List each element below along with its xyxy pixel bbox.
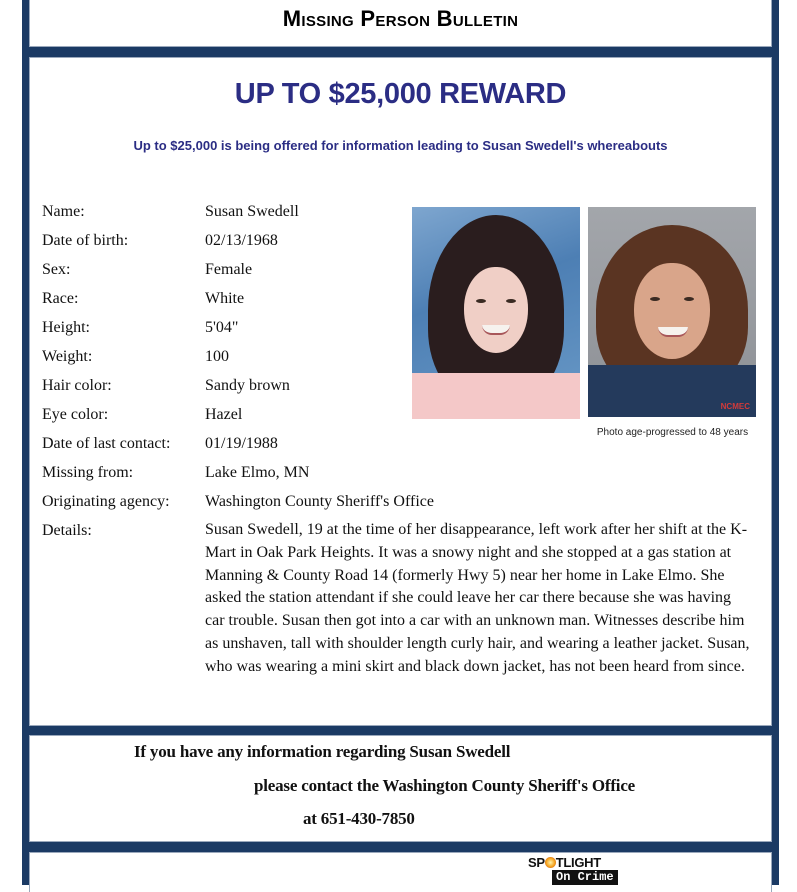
fact-value: Washington County Sheriff's Office xyxy=(205,493,434,510)
logo-tlight: TLIGHT xyxy=(555,855,601,870)
fact-value: Sandy brown xyxy=(205,377,290,394)
fact-value: Female xyxy=(205,261,253,278)
logo-sp: SP xyxy=(528,855,545,870)
contact-phone: at 651-430-7850 xyxy=(303,809,415,828)
reward-title: UP TO $25,000 REWARD xyxy=(234,78,567,110)
header-panel xyxy=(29,0,772,47)
fact-value: Lake Elmo, MN xyxy=(205,464,310,481)
fact-value: Hazel xyxy=(205,406,243,423)
photo-face xyxy=(464,267,528,353)
fact-label: Date of last contact: xyxy=(42,435,171,452)
fact-label: Race: xyxy=(42,290,79,307)
age-progressed-photo xyxy=(588,207,756,417)
contact-panel xyxy=(29,735,772,842)
logo-on-crime: On Crime xyxy=(552,870,618,885)
photo-stamp: NCMEC xyxy=(720,402,750,411)
bulletin-title: Missing Person Bulletin xyxy=(282,6,519,31)
missing-person-photo xyxy=(412,207,580,419)
photo-eye xyxy=(684,297,694,301)
fact-label: Weight: xyxy=(42,348,93,365)
main-panel xyxy=(29,57,772,726)
fact-label: Eye color: xyxy=(42,406,109,423)
fact-label: Name: xyxy=(42,203,85,220)
details-label: Details: xyxy=(42,522,92,539)
photo-caption: Photo age-progressed to 48 years xyxy=(596,427,749,438)
fact-value: Susan Swedell xyxy=(205,203,299,220)
photo-eye xyxy=(650,297,660,301)
fact-label: Height: xyxy=(42,319,90,336)
photo-eye xyxy=(476,299,486,303)
photo-eye xyxy=(506,299,516,303)
fact-label: Missing from: xyxy=(42,464,134,481)
reward-subtitle: Up to $25,000 is being offered for information leading to Susan Swedell's whereabouts xyxy=(133,138,668,153)
fact-value: 5'04" xyxy=(205,319,239,336)
contact-line-1: If you have any information regarding Susan Swedell xyxy=(134,742,511,761)
fact-label: Originating agency: xyxy=(42,493,170,510)
fact-label: Date of birth: xyxy=(42,232,129,249)
fact-value: 02/13/1968 xyxy=(205,232,278,249)
contact-line-2: please contact the Washington County Sheriff's Office xyxy=(254,776,636,795)
logo-spotlight-text xyxy=(528,855,601,870)
details-text: Susan Swedell, 19 at the time of her disappearance, left work after her shift at the K-Mart in Oak Park Heights. It was a snowy night and she stopped at a gas station at Manning & County Road 14 (formerly Hwy 5) near her home in Lake Elmo. She asked the station attendant if she could leave her car there because she was having car trouble. Susan then got into a car with an unknown man. Witnesses describe him as unshaven, tall with shoulder length curly hair, and wearing a leather jacket. Susan, who was wearing a mini skirt and black down jacket, has not been heard from since. xyxy=(205,521,750,675)
spotlight-icon xyxy=(545,857,556,868)
fact-value: 01/19/1988 xyxy=(205,435,278,452)
photo-shirt xyxy=(412,373,580,419)
fact-label: Hair color: xyxy=(42,377,112,394)
bulletin-frame xyxy=(22,0,779,885)
fact-value: White xyxy=(205,290,245,307)
photo-face xyxy=(634,263,710,359)
footer-panel xyxy=(29,852,772,892)
fact-label: Sex: xyxy=(42,261,71,278)
fact-value: 100 xyxy=(205,348,229,365)
spotlight-on-crime-logo xyxy=(528,855,638,887)
